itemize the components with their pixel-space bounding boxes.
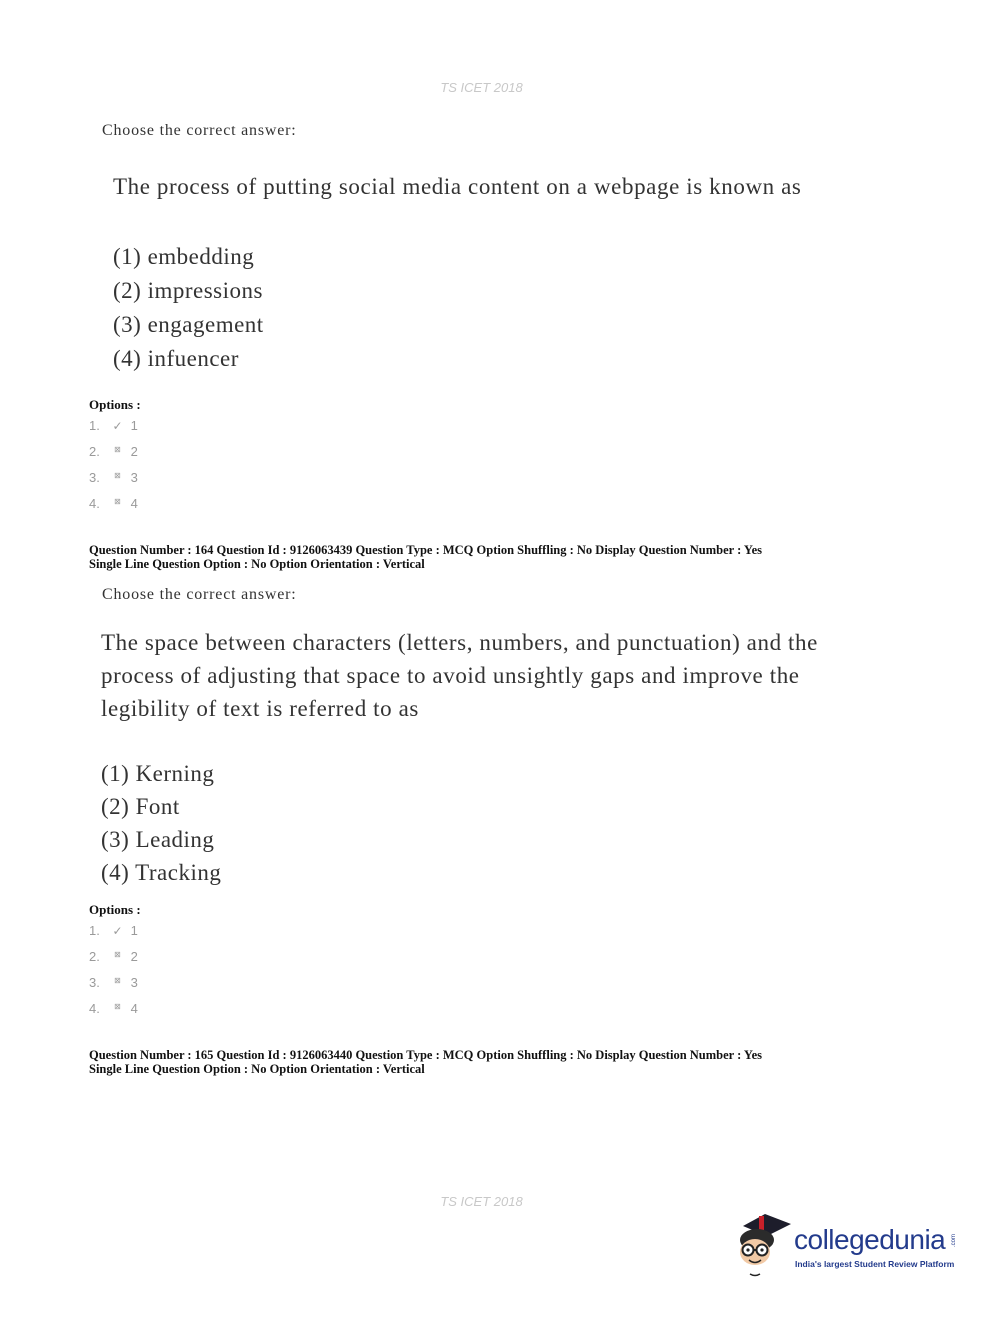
check-icon: ✓ [112, 419, 123, 433]
header-watermark: TS ICET 2018 [440, 80, 523, 95]
q2-answer-option-1: 1. ✓ 1 [89, 923, 138, 938]
q2-options-label: Options : [89, 902, 141, 917]
cross-icon: ⊠ [114, 1002, 121, 1011]
logo-brand-text: collegedunia [794, 1224, 946, 1255]
q1-instruction: Choose the correct answer: [102, 122, 297, 139]
q1-answer-option-2: 2. ⊠ 2 [89, 444, 138, 459]
q2-answer-option-4: 4. ⊠ 4 [89, 1001, 138, 1016]
cross-icon: ⊠ [114, 497, 121, 506]
q1-answer-option-1: 1. ✓ 1 [89, 418, 138, 433]
q2-text-line2: process of adjusting that space to avoid unsightly gaps and improve the [101, 663, 800, 688]
cross-icon: ⊠ [114, 471, 121, 480]
q2-choice-3: (3) Leading [101, 827, 215, 852]
collegedunia-logo[interactable] [735, 1210, 965, 1280]
q2-choice-2: (2) Font [101, 794, 180, 819]
cross-icon: ⊠ [114, 445, 121, 454]
q2-text [101, 626, 818, 725]
q2-instruction: Choose the correct answer: [102, 586, 297, 603]
q1-answer-option-4: 4. ⊠ 4 [89, 496, 138, 511]
q2-choices [101, 757, 221, 889]
cross-icon: ⊠ [114, 976, 121, 985]
q2-text-line3: legibility of text is referred to as [101, 696, 419, 721]
cross-icon: ⊠ [114, 950, 121, 959]
q1-choice-2: (2) impressions [113, 278, 263, 303]
q1-choices [113, 240, 264, 376]
q3-meta-line1: Question Number : 165 Question Id : 9126063440 Question Type : MCQ Option Shuffling : No Display Question Number : Yes [89, 1048, 762, 1062]
check-icon: ✓ [112, 924, 123, 938]
q2-text-line1: The space between characters (letters, numbers, and punctuation) and the [101, 630, 818, 655]
q1-choice-4: (4) infuencer [113, 346, 239, 371]
q2-meta-line1: Question Number : 164 Question Id : 9126063439 Question Type : MCQ Option Shuffling : No Display Question Number : Yes [89, 543, 762, 557]
q3-meta-line2: Single Line Question Option : No Option Orientation : Vertical [89, 1062, 425, 1076]
q2-choice-4: (4) Tracking [101, 860, 222, 885]
q1-text: The process of putting social media content on a webpage is known as [113, 174, 802, 199]
footer-watermark: TS ICET 2018 [440, 1194, 523, 1209]
logo-tagline: India's largest Student Review Platform [795, 1259, 955, 1269]
q1-options-label: Options : [89, 397, 141, 412]
q2-meta-line2: Single Line Question Option : No Option Orientation : Vertical [89, 557, 425, 571]
logo-suffix: .com [951, 1234, 957, 1248]
q2-answer-option-3: 3. ⊠ 3 [89, 975, 138, 990]
mascot-icon [735, 1210, 795, 1280]
q2-choice-1: (1) Kerning [101, 761, 215, 786]
q1-answer-option-3: 3. ⊠ 3 [89, 470, 138, 485]
q1-choice-1: (1) embedding [113, 244, 255, 269]
q2-answer-option-2: 2. ⊠ 2 [89, 949, 138, 964]
q1-choice-3: (3) engagement [113, 312, 264, 337]
